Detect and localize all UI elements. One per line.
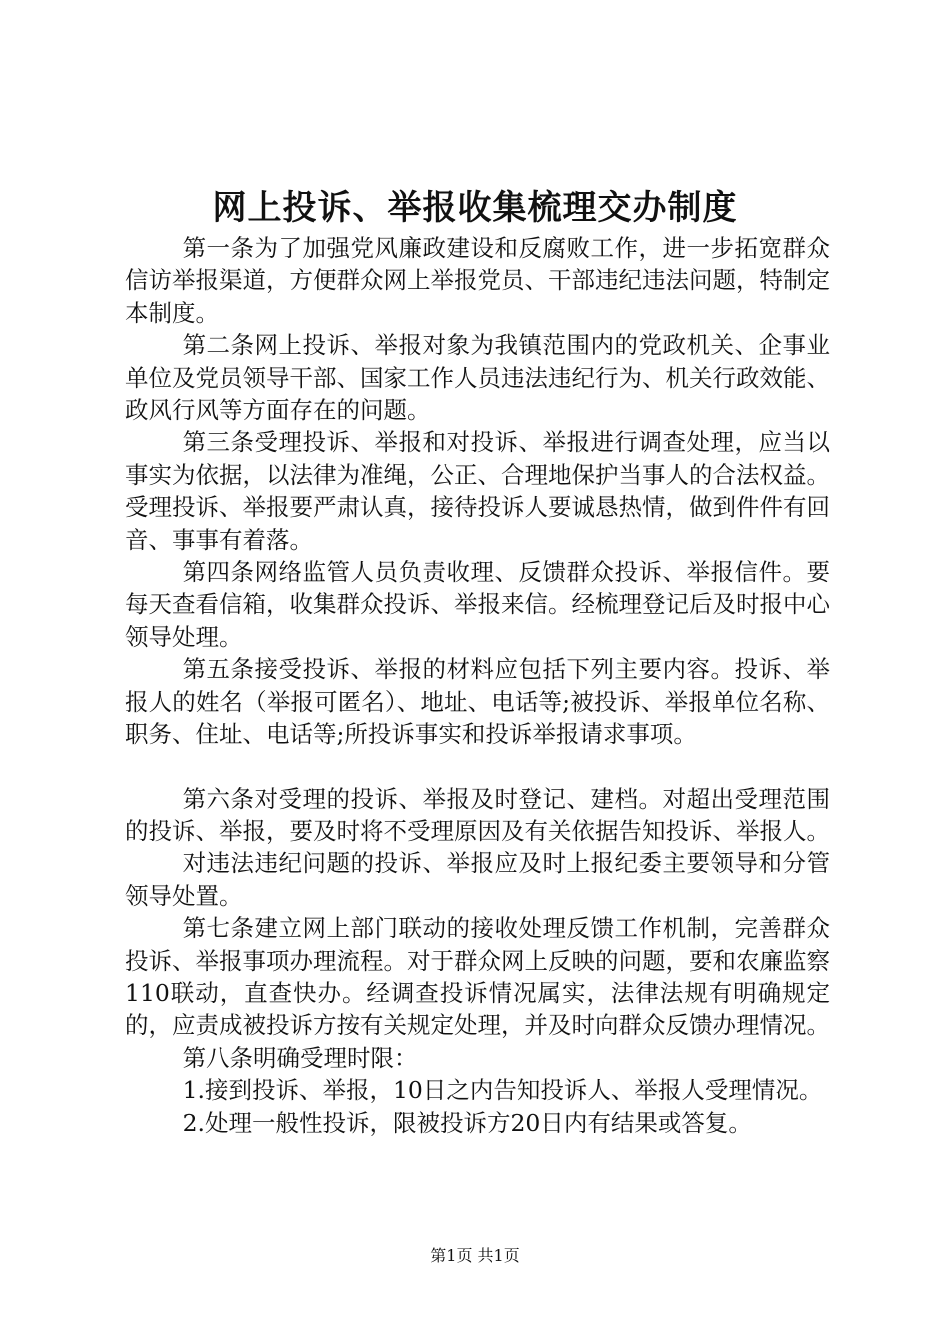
article-2-paragraph: 第二条网上投诉、举报对象为我镇范围内的党政机关、企事业单位及党员领导干部、国家工作人员违法违纪行为、机关行政效能、政风行风等方面存在的问题。 xyxy=(125,331,830,425)
article-5-paragraph: 第五条接受投诉、举报的材料应包括下列主要内容。投诉、举报人的姓名（举报可匿名）、地址、电话等;被投诉、举报单位名称、职务、住址、电话等;所投诉事实和投诉举报请求事项。 xyxy=(125,655,830,749)
article-8-item-2: 2.处理一般性投诉，限被投诉方20日内有结果或答复。 xyxy=(182,1108,752,1137)
article-4-paragraph: 第四条网络监管人员负责收理、反馈群众投诉、举报信件。要每天查看信箱，收集群众投诉、举报来信。经梳理登记后及时报中心领导处理。 xyxy=(125,558,830,651)
article-7-paragraph: 第七条建立网上部门联动的接收处理反馈工作机制，完善群众投诉、举报事项办理流程。对于群众网上反映的问题，要和农廉监察110联动，直查快办。经调查投诉情况属实，法律法规有明确规定的，应责成被投诉方按有关规定处理，并及时向群众反馈办理情况。 xyxy=(125,914,830,1040)
article-8-paragraph: 第八条明确受理时限： xyxy=(182,1043,418,1072)
article-1-paragraph: 第一条为了加强党风廉政建设和反腐败工作，进一步拓宽群众信访举报渠道，方便群众网上举报党员、干部违纪违法问题，特制定本制度。 xyxy=(125,234,830,327)
article-6-supplement-paragraph: 对违法违纪问题的投诉、举报应及时上报纪委主要领导和分管领导处置。 xyxy=(125,849,830,910)
article-8-item-1: 1.接到投诉、举报，10日之内告知投诉人、举报人受理情况。 xyxy=(182,1076,823,1105)
article-3-paragraph: 第三条受理投诉、举报和对投诉、举报进行调查处理，应当以事实为依据，以法律为准绳，公正、合理地保护当事人的合法权益。受理投诉、举报要严肃认真，接待投诉人要诚恳热情，做到件件有回音、事事有着落。 xyxy=(125,428,830,554)
document-title: 网上投诉、举报收集梳理交办制度 xyxy=(212,188,738,228)
article-6-paragraph: 第六条对受理的投诉、举报及时登记、建档。对超出受理范围的投诉、举报，要及时将不受理原因及有关依据告知投诉、举报人。 xyxy=(125,784,830,845)
page-footer: 第1页 共1页 xyxy=(430,1246,520,1265)
document-body xyxy=(125,232,830,1139)
